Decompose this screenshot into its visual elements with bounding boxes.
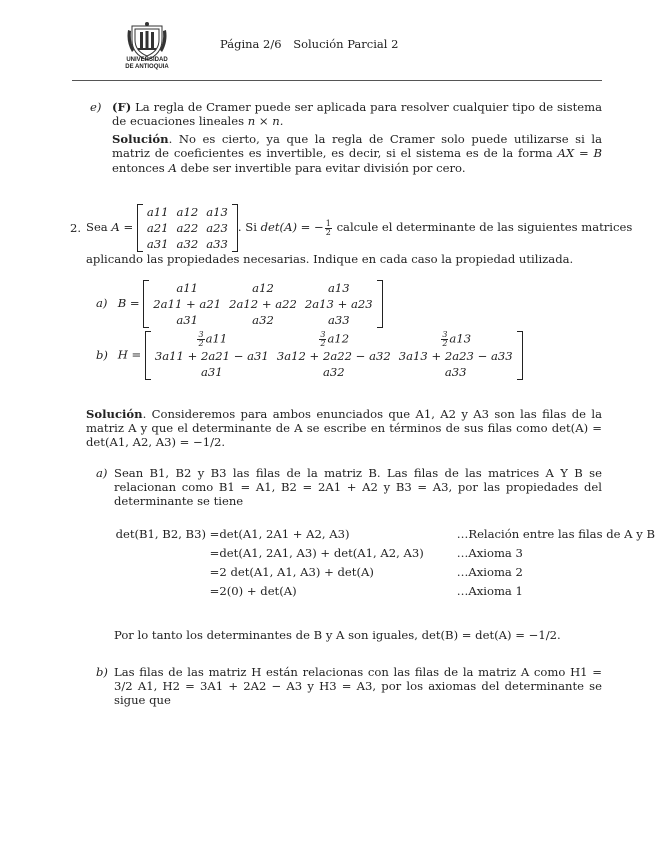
step-lhs: = <box>209 565 220 580</box>
matA-cell: a13 <box>206 204 228 219</box>
item-e-solution-text-3: debe ser invertible para evitar división por cero. <box>180 160 466 175</box>
page-number: Página 2/6 <box>220 37 282 51</box>
matB-cell: a31 <box>176 312 199 327</box>
matB-cell: a33 <box>327 312 350 327</box>
problem-2-det-expr: det(A) = − <box>260 220 324 234</box>
item-e-solution-label: Solución <box>112 132 169 147</box>
solution-a-text: Sean B1, B2 y B3 las filas de la matriz B. Las filas de las matrices A Y B se relacionan como B1 = A1, B2 = 2A1 + A2 y B3 = A3, por las propiedades del determinante se tiene <box>114 466 602 509</box>
step-lhs: = <box>209 546 220 561</box>
problem-2-rest-line2: aplicando las propiedades necesarias. Indique en cada caso la propiedad utilizada. <box>86 252 574 266</box>
matB-cell: a32 <box>252 312 274 327</box>
matrix-B <box>143 280 382 328</box>
matrix-H <box>145 331 523 380</box>
solution-a-label: a) <box>96 466 108 480</box>
matA-cell: a21 <box>146 220 169 235</box>
header-rule <box>72 80 602 81</box>
matH-cell: a31 <box>201 364 223 379</box>
solution-b-label: b) <box>96 665 108 679</box>
matH-cell: 3a11 + 2a21 − a31 <box>154 348 269 363</box>
item-e-solution <box>90 132 602 174</box>
item-e-statement-math: n × n. <box>247 114 284 129</box>
determinant-steps <box>114 525 655 601</box>
matA-cell: a12 <box>176 204 199 219</box>
matA-cell: a11 <box>146 204 169 219</box>
part-a-lhs: B = <box>117 296 140 310</box>
matA-cell: a31 <box>146 236 169 251</box>
derivation-step <box>114 563 655 582</box>
matH-cell: $\frac{3}{2}$ a11 <box>198 330 228 348</box>
matA-cell: a32 <box>176 236 199 251</box>
item-e-solution-var: A <box>168 160 177 175</box>
derivation-step <box>114 582 655 601</box>
step-rhs: 2 det(A1, A1, A3) + det(A) <box>219 565 374 580</box>
part-b-lhs: H = <box>117 347 142 362</box>
fraction-three-halves: $\frac{3}{2}$ <box>442 330 448 348</box>
matB-cell: 2a11 + a21 <box>153 296 222 311</box>
derivation-step <box>114 544 655 563</box>
matA-cell: a23 <box>206 220 228 235</box>
logo-text: UNIVERSIDAD DE ANTIOQUIA <box>125 57 169 70</box>
problem-2-number: 2. <box>70 221 82 235</box>
step-note: …Axioma 1 <box>456 584 523 599</box>
part-a-label: a) <box>96 296 108 310</box>
fraction-three-halves: $\frac{3}{2}$ <box>320 330 326 348</box>
document-title: Solución Parcial 2 <box>293 37 399 51</box>
step-note: …Axioma 2 <box>456 565 523 580</box>
item-e-tag: (F) <box>112 100 132 114</box>
matB-cell: a13 <box>327 280 350 295</box>
part-a-matrix-B <box>96 280 383 328</box>
step-lhs: det(B1, B2, B3) = <box>115 527 220 542</box>
matB-cell: a11 <box>176 280 199 295</box>
problem-2-A-eq: A = <box>111 220 134 234</box>
page-header <box>220 37 406 51</box>
matrix-A <box>137 204 238 252</box>
problem-2-statement <box>86 204 633 252</box>
step-rhs: det(A1, 2A1, A3) + det(A1, A2, A3) <box>219 546 424 561</box>
item-e-label: e) <box>90 100 102 114</box>
matA-cell: a33 <box>206 236 228 251</box>
step-note: …Axioma 3 <box>456 546 523 561</box>
fraction-three-halves: $\frac{3}{2}$ <box>198 330 204 348</box>
item-e <box>90 100 602 175</box>
item-e-solution-text-2: entonces <box>112 160 165 175</box>
matH-cell: $\frac{3}{2}$ a13 <box>442 330 472 348</box>
item-e-solution-text-1: . No es cierto, ya que la regla de Cramer solo puede utilizarse si la matriz de coeficientes es invertible, es decir, si el sistema es de la forma <box>112 132 602 161</box>
part-b-label: b) <box>96 347 108 362</box>
solution-part-a <box>96 466 602 508</box>
derivation-step <box>114 525 655 544</box>
solution-intro <box>86 407 602 449</box>
item-e-solution-eq: AX = B <box>557 146 603 161</box>
solution-part-b <box>96 665 602 707</box>
part-b-matrix-H <box>96 331 523 380</box>
item-e-statement-text: La regla de Cramer puede ser aplicada para resolver cualquier tipo de sistema de ecuaciones lineales <box>112 100 603 129</box>
problem-2-if: . Si <box>237 220 257 234</box>
problem-2-sea: Sea <box>86 220 108 234</box>
matB-cell: 2a13 + a23 <box>304 296 373 311</box>
solution-label: Solución <box>86 407 143 421</box>
item-e-statement <box>90 100 602 128</box>
solution-a-conclusion: Por lo tanto los determinantes de B y A son iguales, det(B) = det(A) = −1/2. <box>114 628 561 642</box>
matA-cell: a22 <box>176 220 199 235</box>
matH-cell: a33 <box>444 364 467 379</box>
matH-cell: $\frac{3}{2}$ a12 <box>320 330 350 348</box>
step-note: …Relación entre las filas de A y B <box>456 527 655 542</box>
matB-cell: 2a12 + a22 <box>229 296 297 311</box>
matH-cell: 3a12 + 2a22 − a32 <box>276 348 391 363</box>
matB-cell: a12 <box>252 280 274 295</box>
solution-b-text: Las filas de las matriz H están relacionas con las filas de la matriz A como H1 = 3/2 A1, H2 = 3A1 + 2A2 − A3 y H3 = A3, por los axiomas del determinante se sigue que <box>114 665 602 708</box>
step-rhs: 2(0) + det(A) <box>219 584 297 599</box>
fraction-one-half: $\frac{1}{2}$ <box>325 218 331 237</box>
solution-text: . Consideremos para ambos enunciados que A1, A2 y A3 son las filas de la matriz A y que el determinante de A se escribe en términos de sus filas como det(A) = det(A1, A2, A3) = −1/2. <box>86 407 602 450</box>
problem-2-rest-line1: calcule el determinante de las siguientes matrices <box>336 220 633 234</box>
step-lhs: = <box>209 584 220 599</box>
matH-cell: a32 <box>322 364 345 379</box>
step-rhs: det(A1, 2A1 + A2, A3) <box>219 527 350 542</box>
matH-cell: 3a13 + 2a23 − a33 <box>398 348 513 363</box>
